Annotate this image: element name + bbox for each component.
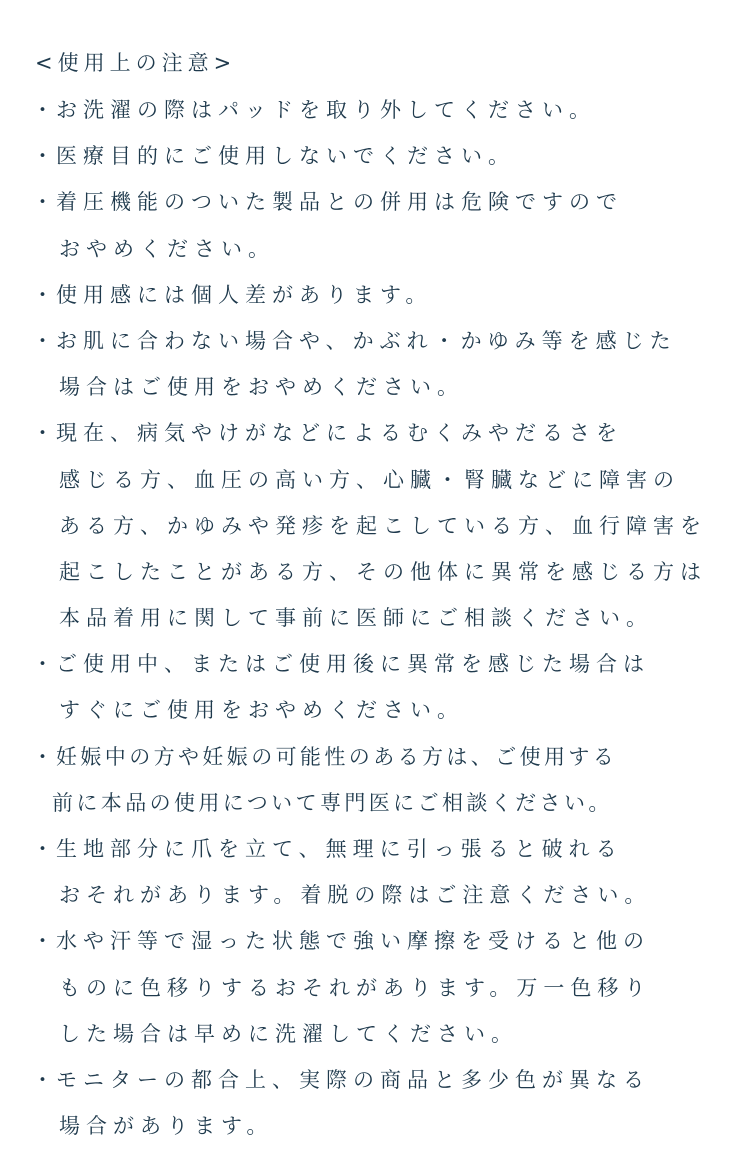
caution-line: 起こしたことがある方、その他体に異常を感じる方は [59, 559, 707, 584]
bullet-mark: ・ [32, 652, 53, 677]
caution-item [32, 826, 732, 918]
caution-line: 感じる方、血圧の高い方、心臓・腎臓などに障害の [59, 467, 680, 492]
caution-item [32, 1057, 732, 1149]
caution-item [32, 641, 732, 733]
caution-line: 場合はご使用をおやめください。 [59, 375, 464, 400]
caution-line: ご使用中、またはご使用後に異常を感じた場合は [56, 652, 650, 677]
caution-item-text [52, 133, 732, 179]
caution-item-text [52, 826, 732, 918]
bullet-mark: ・ [32, 190, 53, 215]
caution-line: 前に本品の使用について専門医にご相談ください。 [52, 790, 613, 815]
caution-list [32, 87, 732, 1149]
caution-notes [32, 40, 732, 1149]
caution-item [32, 272, 732, 318]
caution-line: お洗濯の際はパッドを取り外してください。 [56, 98, 596, 122]
caution-line: おやめください。 [59, 236, 275, 261]
caution-line: お肌に合わない場合や、かぶれ・かゆみ等を感じた [56, 328, 677, 353]
caution-line: ものに色移りするおそれがあります。万一色移り [59, 975, 652, 1000]
caution-item-text [52, 641, 732, 733]
caution-item-text [52, 318, 732, 410]
caution-line: 医療目的にご使用しないでください。 [56, 144, 515, 169]
caution-item-text [52, 734, 732, 826]
caution-item-text [52, 918, 732, 1057]
caution-line: 着圧機能のついた製品との併用は危険ですので [56, 190, 623, 215]
bullet-mark: ・ [32, 328, 53, 353]
caution-item [32, 318, 732, 410]
caution-line: 生地部分に爪を立て、無理に引っ張ると破れる [56, 837, 623, 862]
caution-item [32, 918, 732, 1057]
caution-line: 妊娠中の方や妊娠の可能性のある方は、ご使用する [56, 744, 618, 769]
caution-item-text [52, 1057, 732, 1149]
caution-line: 本品着用に関して事前に医師にご相談ください。 [59, 606, 653, 631]
caution-line: モニターの都合上、実際の商品と多少色が異なる [56, 1067, 650, 1092]
bullet-mark: ・ [32, 837, 53, 862]
caution-line: 現在、病気やけがなどによるむくみやだるさを [56, 421, 623, 446]
caution-item-text [52, 410, 732, 641]
caution-line: すぐにご使用をおやめください。 [59, 698, 464, 723]
bullet-mark: ・ [32, 144, 53, 169]
caution-item-text [52, 179, 732, 271]
caution-item [32, 133, 732, 179]
bullet-mark: ・ [32, 1067, 53, 1092]
bullet-mark: ・ [32, 421, 53, 446]
caution-item [32, 87, 732, 133]
caution-item [32, 410, 732, 641]
caution-item [32, 734, 732, 826]
bullet-mark: ・ [32, 282, 53, 307]
caution-heading: <使用上の注意> [35, 51, 237, 75]
bullet-mark: ・ [32, 98, 53, 122]
caution-item-text [52, 272, 732, 318]
caution-line: 水や汗等で湿った状態で強い摩擦を受けると他の [56, 929, 650, 954]
caution-item-text [52, 87, 732, 133]
caution-line: 使用感には個人差があります。 [56, 282, 433, 307]
caution-line: した場合は早めに洗濯してください。 [59, 1021, 518, 1046]
caution-item [32, 179, 732, 271]
caution-line: 場合があります。 [59, 1114, 274, 1139]
bullet-mark: ・ [32, 929, 53, 954]
caution-line: ある方、かゆみや発疹を起こしている方、血行障害を [59, 513, 707, 538]
bullet-mark: ・ [32, 744, 53, 769]
caution-line: おそれがあります。着脱の際はご注意ください。 [59, 883, 652, 908]
